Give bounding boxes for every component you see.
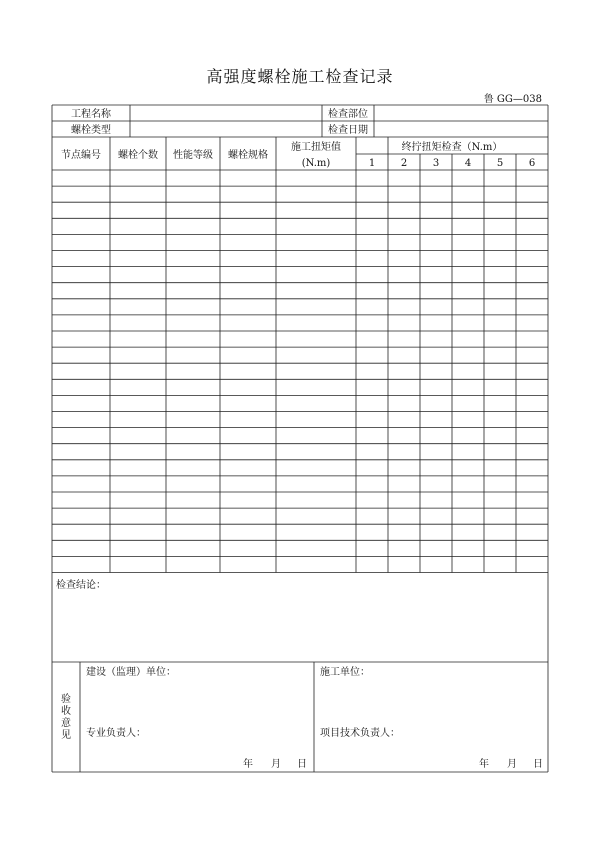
page-title: 高强度螺栓施工检查记录 — [206, 67, 394, 86]
builder-unit-label: 施工单位： — [320, 667, 370, 678]
date-left-year: 年 — [243, 759, 253, 770]
tech-lead-label: 项目技术负责人： — [320, 728, 400, 739]
form-code: 鲁 GG—038 — [483, 94, 542, 105]
header-spec: 螺栓规格 — [228, 150, 268, 161]
header-grade: 性能等级 — [173, 150, 213, 161]
inspection-date-label: 检查日期 — [328, 125, 368, 136]
acceptance-side-label: 见 — [61, 730, 71, 741]
acceptance-side-label: 意 — [61, 718, 71, 729]
header-check-2: 2 — [400, 158, 408, 169]
header-check-5: 5 — [496, 158, 504, 169]
project-name-label: 工程名称 — [71, 109, 111, 120]
header-check-3: 3 — [432, 158, 440, 169]
header-final-check: 终拧扭矩检查（N.m） — [401, 142, 503, 153]
date-right-day: 日 — [533, 759, 543, 770]
acceptance-side-label: 收 — [61, 706, 71, 717]
date-left-month: 月 — [271, 759, 281, 770]
header-torque-line1: 施工扭矩值 — [291, 142, 341, 153]
inspection-part-label: 检查部位 — [328, 109, 368, 120]
construction-unit-label: 建设（监理）单位： — [86, 667, 176, 678]
date-right-month: 月 — [507, 759, 517, 770]
date-left-day: 日 — [297, 759, 307, 770]
header-torque-line2: (N.m) — [301, 158, 331, 169]
bolt-type-label: 螺栓类型 — [71, 125, 111, 136]
header-bolt-count: 螺栓个数 — [118, 150, 158, 161]
professional-lead-label: 专业负责人： — [86, 728, 146, 739]
header-check-4: 4 — [464, 158, 472, 169]
conclusion-label: 检查结论： — [56, 580, 106, 591]
header-check-1: 1 — [368, 158, 376, 169]
date-right-year: 年 — [479, 759, 489, 770]
acceptance-side-label: 验 — [61, 694, 71, 705]
header-check-6: 6 — [528, 158, 536, 169]
header-node-no: 节点编号 — [61, 150, 101, 161]
